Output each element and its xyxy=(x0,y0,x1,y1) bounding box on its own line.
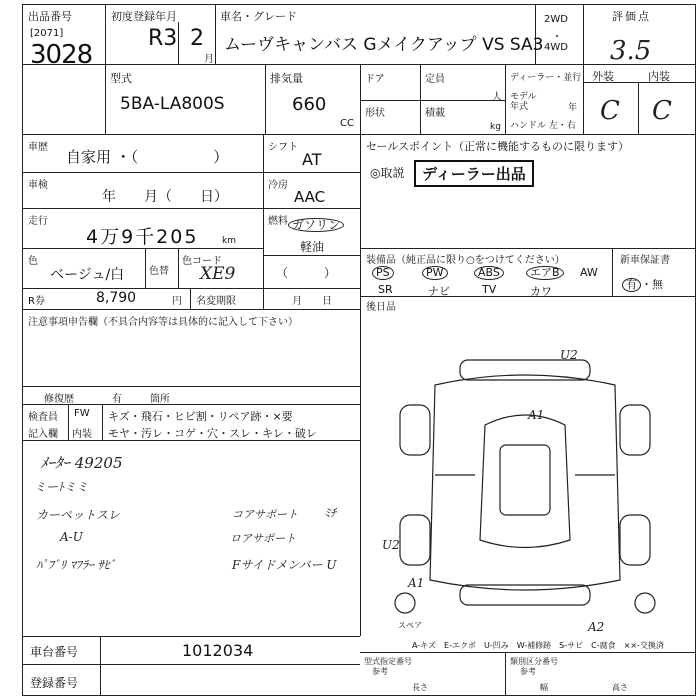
registration-label: 登録番号 xyxy=(30,676,79,690)
divider xyxy=(360,296,696,297)
interior-label: 内装 xyxy=(648,70,670,83)
divider xyxy=(22,309,360,310)
dealer-stamp: ディーラー出品 xyxy=(414,160,534,187)
divider xyxy=(190,288,191,309)
equip-navi: ナビ xyxy=(428,285,450,298)
divider xyxy=(22,386,360,387)
height-label: 高さ xyxy=(612,683,628,692)
recycle-unit: 円 xyxy=(172,296,182,307)
color-code-value: XE9 xyxy=(200,264,236,284)
handwritten-note: コアサポート xyxy=(232,508,298,521)
lot-number: 3028 xyxy=(30,40,93,70)
divider xyxy=(612,248,613,296)
designation-label: 型式指定番号 xyxy=(364,657,412,666)
reference-label: 参考 xyxy=(520,667,536,676)
mileage-label: 走行 xyxy=(28,216,48,227)
divider xyxy=(145,248,146,288)
exterior-grade: C xyxy=(600,96,620,126)
length-label: 長さ xyxy=(412,683,428,692)
divider xyxy=(360,100,505,101)
recycle-label: R券 xyxy=(28,296,45,307)
fuel-label: 燃料 xyxy=(268,216,288,227)
fuel-other: （ ） xyxy=(276,266,337,280)
divider xyxy=(22,636,360,637)
score-label: 評価点 xyxy=(612,10,651,23)
capacity-label: 定員 xyxy=(425,74,445,85)
divider xyxy=(22,404,360,405)
fuel-diesel: 軽油 xyxy=(300,240,325,254)
divider xyxy=(22,172,263,173)
divider xyxy=(22,64,696,65)
divider xyxy=(360,134,361,309)
color-code-label: 色コード xyxy=(182,256,222,267)
mileage-unit: km xyxy=(222,236,236,246)
inspector-fw: FW xyxy=(74,408,90,419)
divider xyxy=(505,652,506,696)
inspector-label: 検査員 xyxy=(28,412,58,423)
inspector-row1: キズ・飛石・ヒビ割・リペア跡・×要 xyxy=(108,410,293,423)
handle-label: ハンドル 左・右 xyxy=(510,121,576,131)
after-items-label: 後日品 xyxy=(366,302,396,313)
repair-value: 有 xyxy=(112,394,122,405)
drive-dot: ・ xyxy=(552,32,562,43)
score-value: 3.5 xyxy=(610,36,652,66)
model-year-label: モデル年式 xyxy=(510,92,537,112)
dealer-parallel-label: ディーラー・並行 xyxy=(510,73,582,83)
recycle-value: 8,790 xyxy=(96,290,137,306)
equip-ps: PS xyxy=(372,266,394,280)
classification-label: 類別区分番号 xyxy=(510,657,558,666)
capacity-unit: 人 xyxy=(492,92,502,103)
displacement-label: 排気量 xyxy=(270,72,303,85)
month-unit: 月 xyxy=(204,54,214,65)
first-registration-month: 2 xyxy=(190,26,204,51)
inspector-interior: 内装 xyxy=(72,429,92,440)
handwritten-note: ﾐﾁ xyxy=(324,506,337,520)
shape-label: 形状 xyxy=(365,108,385,119)
year-unit: 年 xyxy=(568,103,578,113)
damage-mark: A1 xyxy=(528,408,545,422)
exterior-label: 外装 xyxy=(592,70,614,83)
divider xyxy=(22,134,696,135)
chassis-label: 車台番号 xyxy=(30,645,79,659)
divider xyxy=(265,64,266,134)
damage-legend: A-キズ E-エクボ U-凹み W-補修跡 S-サビ C-腐食 ××-交換済 xyxy=(412,641,664,650)
interior-grade: C xyxy=(652,96,672,126)
ac-label: 冷房 xyxy=(268,180,288,191)
width-label: 幅 xyxy=(540,683,548,692)
divider xyxy=(22,288,360,289)
divider xyxy=(583,4,584,64)
handwritten-note: ロアサポート xyxy=(230,532,296,545)
meigi-value: 月 日 xyxy=(292,296,332,307)
load-label: 積載 xyxy=(425,108,445,119)
equip-airbag: エアB xyxy=(526,266,564,280)
car-name-label: 車名・グレード xyxy=(220,10,297,23)
history-value: 自家用 ・（ ） xyxy=(66,148,229,166)
inspection-value: 年 月（ 日） xyxy=(102,189,228,205)
warranty-label: 新車保証書 xyxy=(620,255,670,266)
model-value: 5BA-LA800S xyxy=(120,94,225,114)
first-registration-era: R3 xyxy=(148,26,178,51)
divider xyxy=(263,134,264,309)
shift-value: AT xyxy=(302,150,322,169)
handwritten-note: A-U xyxy=(60,530,83,544)
divider xyxy=(68,404,69,440)
damage-mark: U2 xyxy=(382,538,400,552)
divider xyxy=(105,4,106,64)
divider xyxy=(22,664,360,665)
manual-item: ◎取説 xyxy=(370,166,405,180)
divider xyxy=(360,64,361,134)
equip-abs: ABS xyxy=(474,266,504,280)
divider xyxy=(583,64,584,134)
meigi-label: 名変期限 xyxy=(196,296,236,307)
divider xyxy=(22,208,263,209)
divider xyxy=(178,22,179,64)
handwritten-note: ﾒｰﾀｰ 49205 xyxy=(40,454,123,472)
handwritten-note: Fサイドメンバー U xyxy=(232,558,337,572)
repair-label: 修復歴 xyxy=(44,394,74,405)
equip-pw: PW xyxy=(422,266,448,280)
car-name-grade: ムーヴキャンバス Gメイクアップ VS SA3 xyxy=(224,35,544,55)
damage-mark: A1 xyxy=(408,576,425,590)
divider xyxy=(100,636,101,696)
divider xyxy=(360,296,361,636)
divider xyxy=(360,652,696,653)
divider xyxy=(102,404,103,440)
displacement-value: 660 xyxy=(292,94,327,115)
divider xyxy=(420,64,421,134)
equipment-label: 装備品（純正品に限り○をつけてください） xyxy=(366,255,565,266)
divider xyxy=(215,4,216,64)
divider xyxy=(263,208,360,209)
repair-location-label: 箇所 xyxy=(150,394,170,405)
divider xyxy=(360,248,696,249)
history-label: 車歴 xyxy=(28,142,48,153)
divider xyxy=(105,64,106,134)
divider xyxy=(638,82,639,134)
chassis-number: 1012034 xyxy=(182,641,254,660)
shift-label: シフト xyxy=(268,142,298,153)
notes-label: 注意事項申告欄（不具合内容等は具体的に記入して下さい） xyxy=(28,317,298,328)
inspector-row2: モヤ・汚レ・コゲ・穴・スレ・キレ・破レ xyxy=(108,427,317,440)
divider xyxy=(505,64,506,134)
color-change-label: 色替 xyxy=(149,266,169,277)
handwritten-note: ﾊﾟﾌﾞﾘ ﾏﾌﾗｰ ｻﾋﾞ xyxy=(36,558,116,572)
damage-mark: U2 xyxy=(560,348,578,362)
color-label: 色 xyxy=(28,256,38,267)
fuel-gasoline-circled: ガソリン xyxy=(288,218,344,232)
damage-mark: A2 xyxy=(588,620,605,634)
divider xyxy=(263,172,360,173)
spare-label: スペア xyxy=(398,621,422,630)
divider xyxy=(178,248,179,288)
inspector-entry-label: 記入欄 xyxy=(28,429,58,440)
handwritten-note: カーペットスレ xyxy=(36,508,120,522)
load-unit: kg xyxy=(490,122,501,132)
drive-2wd: 2WD xyxy=(544,14,568,25)
mileage-value: 4万9千205 xyxy=(86,226,199,248)
equip-leather: カワ xyxy=(530,285,552,298)
door-label: ドア xyxy=(365,74,385,85)
inspection-label: 車検 xyxy=(28,180,48,191)
handwritten-note: ミーﾄミミ xyxy=(34,480,89,494)
color-value: ベージュ/白 xyxy=(50,267,125,283)
drive-4wd: 4WD xyxy=(544,42,568,53)
reference-label: 参考 xyxy=(372,667,388,676)
lot-label: 出品番号 xyxy=(28,10,72,23)
equip-sr: SR xyxy=(378,283,393,296)
first-registration-label: 初度登録年月 xyxy=(111,10,177,23)
ac-value: AAC xyxy=(294,188,326,206)
warranty-value: 有 ・無 xyxy=(622,276,663,292)
equip-aw: AW xyxy=(580,266,598,279)
model-label: 型式 xyxy=(110,72,132,85)
displacement-unit: CC xyxy=(340,118,354,129)
divider xyxy=(263,255,360,256)
sales-point-label: セールスポイント（正常に機能するものに限ります） xyxy=(366,140,630,153)
lot-code: [2071] xyxy=(30,28,64,39)
equip-tv: TV xyxy=(482,283,497,296)
